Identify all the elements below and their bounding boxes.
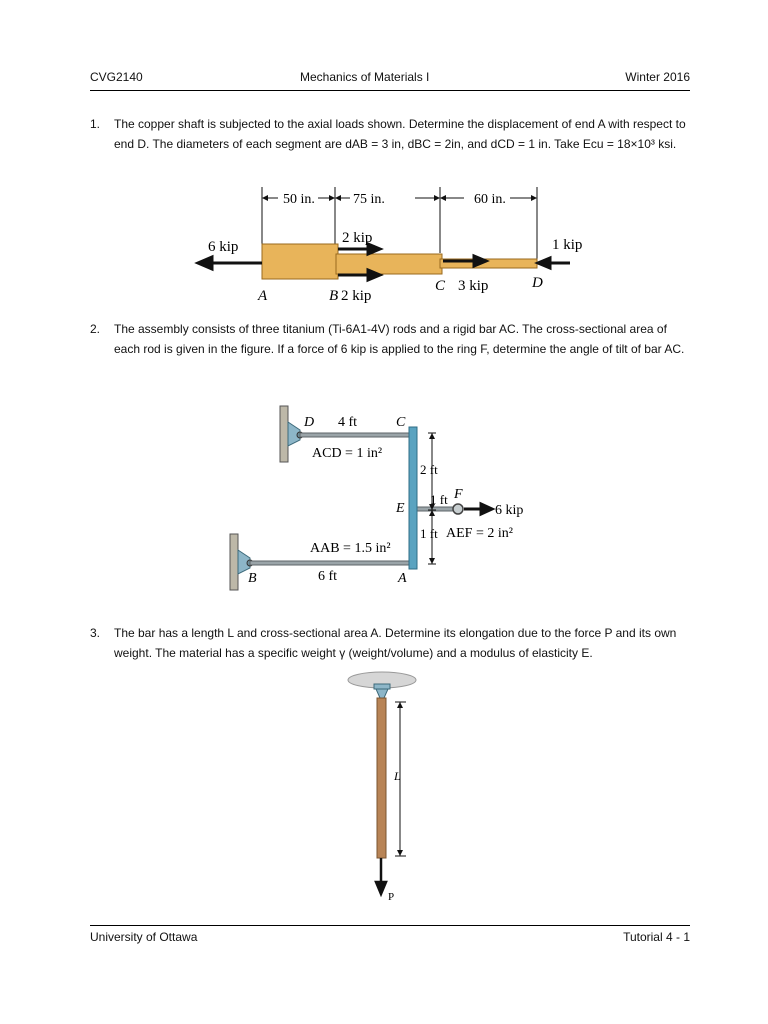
ring-f	[453, 504, 463, 514]
hanging-bar	[377, 698, 386, 858]
label-f: F	[454, 487, 463, 502]
area-ef: AEF = 2 in²	[446, 526, 513, 541]
footer-rule	[90, 925, 690, 926]
dim-ea: 1 ft	[420, 526, 438, 541]
load-2kip-bottom: 2 kip	[341, 288, 372, 304]
dim-ef: 1 ft	[430, 492, 448, 507]
dim-ce: 2 ft	[420, 462, 438, 477]
area-ab: AAB = 1.5 in²	[310, 541, 391, 556]
figure-copper-shaft	[190, 183, 590, 308]
page-header	[90, 70, 690, 88]
question-3	[90, 623, 690, 663]
load-6kip: 6 kip	[495, 503, 524, 518]
dim-cd: 60 in.	[474, 192, 506, 207]
label-b: B	[248, 571, 257, 586]
footer-university: University of Ottawa	[90, 930, 198, 944]
segment-ab	[262, 244, 338, 279]
dim-bc: 75 in.	[353, 192, 385, 207]
load-1kip: 1 kip	[552, 237, 583, 253]
question-text: The bar has a length L and cross-sectional area A. Determine its elongation due to the force P and its own weight. The material has a specific weight γ (weight/volume) and a modulus of elasticity E.	[114, 626, 677, 660]
course-title: Mechanics of Materials I	[300, 70, 430, 84]
question-text: The assembly consists of three titanium (Ti-6A1-4V) rods and a rigid bar AC. The cross-sectional area of each rod is given in the figure. If a force of 6 kip is applied to the ring F, determine the angle of tilt of bar AC.	[114, 322, 685, 356]
label-l: L	[394, 769, 401, 783]
load-6kip: 6 kip	[208, 239, 239, 255]
label-e: E	[396, 501, 405, 516]
label-c: C	[435, 278, 446, 294]
dim-ab: 50 in.	[283, 192, 315, 207]
load-2kip-top: 2 kip	[342, 230, 373, 246]
label-a: A	[398, 571, 407, 586]
area-cd: ACD = 1 in²	[312, 446, 383, 461]
label-d: D	[532, 275, 543, 291]
term: Winter 2016	[625, 70, 690, 84]
question-2	[90, 319, 690, 359]
label-c: C	[396, 415, 406, 430]
segment-bc	[336, 254, 442, 274]
question-text: The copper shaft is subjected to the axial loads shown. Determine the displacement of end A with respect to end D. The diameters of each segment are dAB = 3 in, dBC = 2in, and dCD = 1 in. Take Ecu = 18×10³ ksi.	[114, 117, 686, 151]
question-number: 3.	[90, 626, 101, 640]
question-number: 2.	[90, 322, 101, 336]
len-cd: 4 ft	[338, 415, 358, 430]
page-footer	[90, 930, 690, 948]
label-a: A	[258, 288, 268, 304]
question-number: 1.	[90, 117, 101, 131]
label-d: D	[304, 415, 315, 430]
figure-hanging-bar	[340, 670, 430, 910]
question-1	[90, 114, 690, 154]
label-b: B	[329, 288, 339, 304]
header-rule	[90, 90, 690, 91]
footer-page: Tutorial 4 - 1	[623, 930, 690, 944]
rod-cd	[300, 433, 412, 437]
load-3kip: 3 kip	[458, 278, 489, 294]
figure-rigid-bar-assembly	[220, 400, 540, 595]
label-p: P	[388, 891, 395, 903]
course-code: CVG2140	[90, 70, 143, 84]
rigid-bar-ac	[409, 427, 417, 569]
rod-ab	[250, 561, 412, 565]
len-ab: 6 ft	[318, 569, 338, 584]
